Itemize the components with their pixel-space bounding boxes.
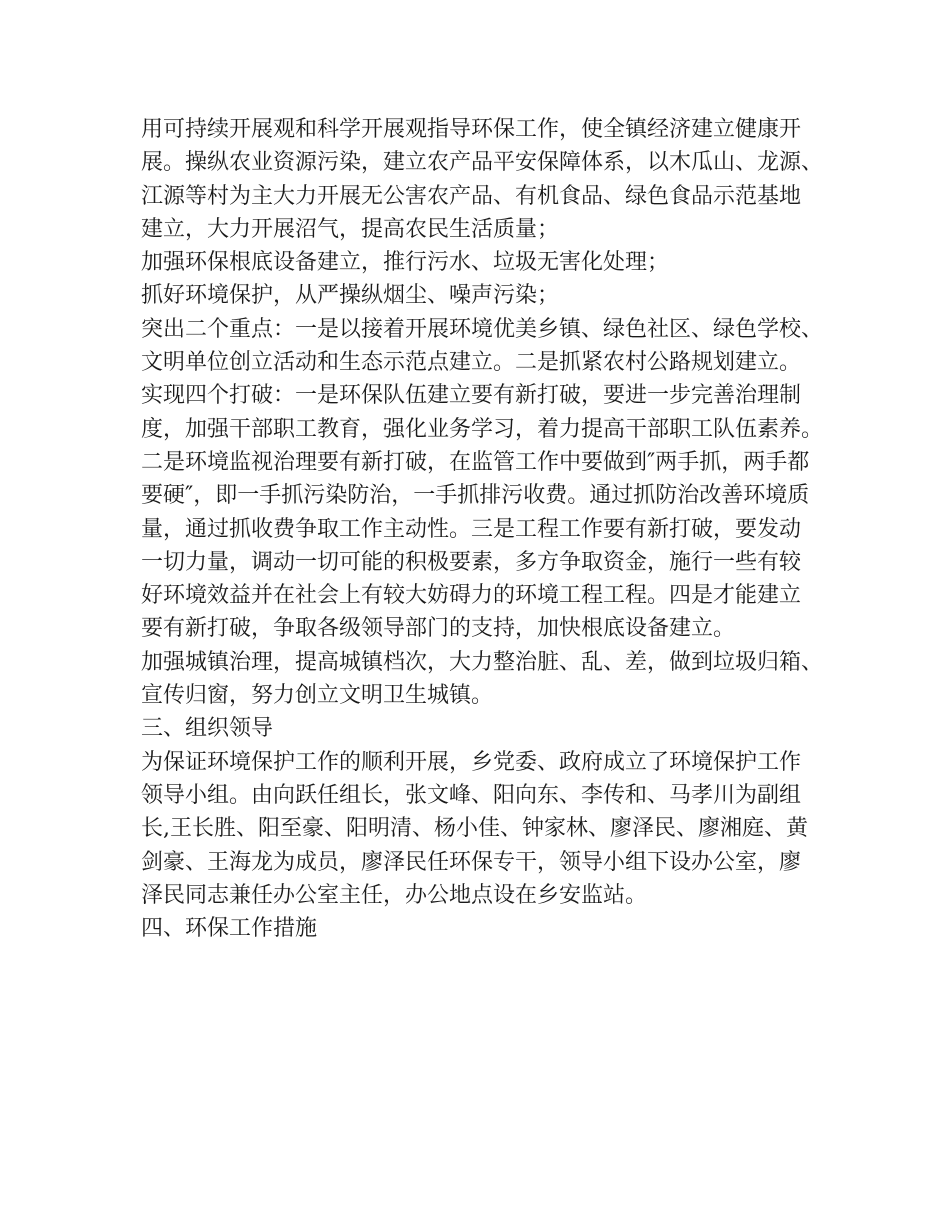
text-line: 泽民同志兼任办公室主任，办公地点设在乡安监站。 xyxy=(141,882,648,908)
text-line: 展。操纵农业资源污染，建立农产品平安保障体系，以木瓜山、龙源、 xyxy=(141,150,824,176)
text-line: 剑豪、王海龙为成员，廖泽民任环保专干，领导小组下设办公室，廖 xyxy=(141,849,802,875)
document-body xyxy=(141,113,831,945)
text-line: 宣传归窗，努力创立文明卫生城镇。 xyxy=(141,683,494,709)
text-line: 突出二个重点：一是以接着开展环境优美乡镇、绿色社区、绿色学校、 xyxy=(141,316,824,342)
text-line: 度，加强干部职工教育，强化业务学习，着力提高干部职工队伍素养。 xyxy=(141,416,824,442)
text-line: 量，通过抓收费争取工作主动性。三是工程工作要有新打破，要发动 xyxy=(141,516,802,542)
section-heading: 四、环保工作措施 xyxy=(141,916,318,942)
text-line: 实现四个打破：一是环保队伍建立要有新打破，要进一步完善治理制 xyxy=(141,383,802,409)
text-line: 加强环保根底设备建立，推行污水、垃圾无害化处理； xyxy=(141,250,670,276)
text-line: 二是环境监视治理要有新打破，在监管工作中要做到″两手抓，两手都 xyxy=(141,449,810,475)
text-line: 要硬″，即一手抓污染防治，一手抓排污收费。通过抓防治改善环境质 xyxy=(141,483,810,509)
text-line: 一切力量，调动一切可能的积极要素，多方争取资金，施行一些有较 xyxy=(141,549,802,575)
text-line: 文明单位创立活动和生态示范点建立。二是抓紧农村公路规划建立。 xyxy=(141,350,802,376)
text-line: 建立，大力开展沼气，提高农民生活质量； xyxy=(141,216,560,242)
text-line: 为保证环境保护工作的顺利开展，乡党委、政府成立了环境保护工作 xyxy=(141,749,802,775)
text-line: 江源等村为主大力开展无公害农产品、有机食品、绿色食品示范基地 xyxy=(141,183,802,209)
section-heading: 三、组织领导 xyxy=(141,716,274,742)
text-line: 用可持续开展观和科学开展观指导环保工作，使全镇经济建立健康开 xyxy=(141,117,802,142)
text-line: 领导小组。由向跃任组长，张文峰、阳向东、李传和、马孝川为副组 xyxy=(141,782,802,808)
text-line: 长,王长胜、阳至豪、阳明清、杨小佳、钟家林、廖泽民、廖湘庭、黄 xyxy=(141,816,808,842)
text-line: 要有新打破，争取各级领导部门的支持，加快根底设备建立。 xyxy=(141,616,736,642)
text-line: 好环境效益并在社会上有较大妨碍力的环境工程工程。四是才能建立 xyxy=(141,583,802,609)
text-line: 加强城镇治理，提高城镇档次，大力整治脏、乱、差，做到垃圾归箱、 xyxy=(141,649,824,675)
text-line: 抓好环境保护，从严操纵烟尘、噪声污染； xyxy=(141,283,560,309)
